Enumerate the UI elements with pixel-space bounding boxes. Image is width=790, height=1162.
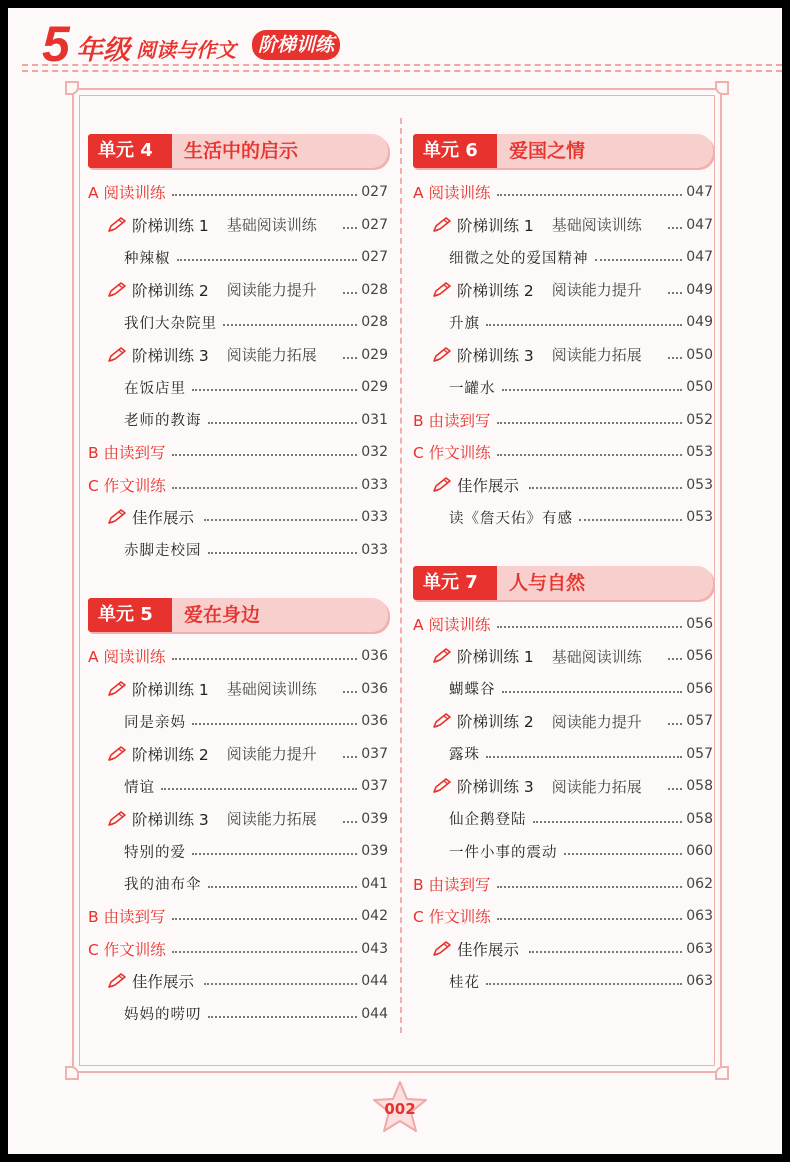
toc-entry[interactable] [413, 306, 713, 339]
toc-entry-page: 037 [361, 745, 388, 762]
toc-entry[interactable] [413, 770, 713, 803]
pencil-icon [106, 508, 128, 526]
toc-entry[interactable] [88, 900, 388, 933]
leader-dots [343, 357, 357, 359]
toc-entry-page: 027 [361, 184, 388, 201]
toc-entry[interactable] [413, 738, 713, 771]
toc-entry[interactable] [88, 998, 388, 1031]
toc-entry-page: 049 [686, 314, 713, 331]
leader-dots [668, 788, 682, 790]
toc-entry-label: 露珠 [449, 747, 480, 764]
toc-entry-page: 044 [361, 973, 388, 990]
leader-dots [172, 194, 358, 196]
toc-entry-label: 在饭店里 [124, 380, 186, 397]
toc-entry-page: 057 [686, 713, 713, 730]
pencil-icon [431, 281, 453, 299]
page-number: 002 [384, 1100, 416, 1118]
pencil-icon [431, 476, 453, 494]
toc-entry[interactable] [88, 835, 388, 868]
toc-entry-label: 阶梯训练 2 [457, 281, 534, 300]
toc-entry[interactable] [413, 673, 713, 706]
toc-entry-page: 036 [361, 680, 388, 697]
toc-entry[interactable] [88, 404, 388, 437]
toc-entry-page: 047 [686, 184, 713, 201]
toc-column-right [413, 134, 713, 998]
toc-entry-subtitle: 基础阅读训练 [551, 647, 642, 666]
toc-entry-label: 阶梯训练 3 [132, 346, 209, 365]
toc-entry-label: 同是亲妈 [124, 714, 186, 731]
toc-entry-page: 063 [686, 908, 713, 925]
toc-entry[interactable] [88, 738, 388, 771]
unit-title: 爱在身边 [184, 604, 261, 626]
pencil-icon [431, 712, 453, 730]
toc-entry[interactable] [88, 501, 388, 534]
leader-dots [497, 454, 683, 456]
toc-entry-page: 027 [361, 216, 388, 233]
leader-dots [204, 983, 357, 985]
toc-entry[interactable] [88, 534, 388, 567]
toc-entry-label: 读《詹天佑》有感 [449, 510, 573, 527]
pencil-icon [106, 346, 128, 364]
pencil-icon [431, 777, 453, 795]
toc-entry[interactable] [88, 469, 388, 502]
toc-entry-label: 细微之处的爱国精神 [449, 250, 589, 267]
toc-entry-label: A 阅读训练 [413, 615, 491, 634]
toc-entry-label: C 作文训练 [413, 908, 491, 927]
leader-dots [192, 853, 357, 855]
toc-column-left [88, 134, 388, 1030]
toc-entry-page: 039 [361, 810, 388, 827]
leader-dots [529, 487, 682, 489]
toc-entry-label: 阶梯训练 3 [457, 346, 534, 365]
leader-dots [223, 324, 357, 326]
toc-entry-page: 041 [361, 875, 388, 892]
toc-entry-page: 039 [361, 843, 388, 860]
pencil-icon [106, 281, 128, 299]
toc-entry-page: 028 [361, 314, 388, 331]
toc-entry-page: 028 [361, 281, 388, 298]
leader-dots [343, 756, 357, 758]
unit-title: 人与自然 [509, 571, 586, 594]
toc-entry-label: 阶梯训练 3 [457, 778, 534, 797]
leader-dots [497, 918, 683, 920]
toc-entry-subtitle: 阅读能力提升 [226, 281, 317, 300]
toc-entry[interactable] [413, 640, 713, 673]
toc-entry[interactable] [413, 436, 713, 469]
toc-entry-label: 阶梯训练 1 [457, 216, 534, 235]
toc-entry-page: 050 [686, 346, 713, 363]
toc-entry[interactable] [413, 608, 713, 641]
toc-entry[interactable] [88, 339, 388, 372]
toc-entry-page: 032 [361, 444, 388, 461]
leader-dots [497, 886, 683, 888]
toc-entry-label: C 作文训练 [88, 940, 166, 959]
toc-entry-label: 我的油布伞 [124, 877, 202, 894]
toc-entry[interactable] [413, 339, 713, 372]
toc-entry-label: 我们大杂院里 [124, 315, 217, 332]
toc-entry-subtitle: 阅读能力提升 [551, 281, 642, 300]
toc-entry[interactable] [413, 501, 713, 534]
toc-entry-subtitle: 阅读能力提升 [551, 712, 642, 731]
toc-entry-page: 056 [686, 648, 713, 665]
toc-entry-subtitle: 基础阅读训练 [226, 680, 317, 699]
toc-entry-label: B 由读到写 [413, 411, 491, 430]
leader-dots [486, 983, 682, 985]
toc-entry-page: 044 [361, 1005, 388, 1022]
toc-entry-page: 036 [361, 648, 388, 665]
leader-dots [502, 691, 683, 693]
toc-entry-page: 056 [686, 615, 713, 632]
toc-entry-page: 052 [686, 411, 713, 428]
leader-dots [161, 788, 357, 790]
toc-entry-page: 047 [686, 216, 713, 233]
toc-entry-label: A 阅读训练 [413, 184, 491, 203]
toc-entry[interactable] [88, 241, 388, 274]
unit-header [88, 598, 388, 632]
pencil-icon [106, 810, 128, 828]
leader-dots [208, 422, 358, 424]
toc-entry[interactable] [88, 673, 388, 706]
leader-dots [208, 1016, 358, 1018]
toc-entry-page: 053 [686, 444, 713, 461]
leader-dots [343, 691, 357, 693]
toc-entry-page: 029 [361, 379, 388, 396]
toc-entry-label: C 作文训练 [88, 476, 166, 495]
leader-dots [343, 227, 357, 229]
series-badge: 阶梯训练 [252, 30, 340, 60]
leader-dots [668, 357, 682, 359]
leader-dots [533, 821, 683, 823]
leader-dots [172, 454, 358, 456]
column-divider [400, 118, 402, 1033]
leader-dots [172, 658, 358, 660]
toc-entry-subtitle: 阅读能力拓展 [551, 777, 642, 796]
leader-dots [192, 723, 357, 725]
page-number-badge [370, 1080, 430, 1136]
leader-dots [668, 723, 682, 725]
toc-entry-page: 027 [361, 249, 388, 266]
unit-number: 单元 4 [88, 134, 172, 168]
toc-entry-page: 063 [686, 940, 713, 957]
leader-dots [172, 918, 358, 920]
leader-dots [204, 519, 357, 521]
leader-dots [668, 227, 682, 229]
unit-gap [413, 534, 713, 566]
toc-entry-page: 049 [686, 281, 713, 298]
toc-entry-page: 043 [361, 940, 388, 957]
leader-dots [177, 259, 358, 261]
pencil-icon [431, 647, 453, 665]
toc-entry-label: 阶梯训练 2 [132, 745, 209, 764]
toc-entry-page: 057 [686, 745, 713, 762]
toc-entry-label: 一件小事的震动 [449, 844, 558, 861]
toc-entry-label: 一罐水 [449, 380, 496, 397]
toc-entry-page: 031 [361, 411, 388, 428]
toc-entry-page: 053 [686, 476, 713, 493]
toc-entry-subtitle: 阅读能力拓展 [226, 346, 317, 365]
toc-entry-page: 053 [686, 509, 713, 526]
toc-entry-label: 升旗 [449, 315, 480, 332]
leader-dots [497, 422, 683, 424]
series-title: 阅读与作文 [136, 38, 236, 62]
leader-dots [208, 552, 358, 554]
frame-corner [65, 81, 79, 95]
unit-number: 单元 7 [413, 566, 497, 600]
toc-entry-label: B 由读到写 [88, 908, 166, 927]
toc-entry-label: C 作文训练 [413, 444, 491, 463]
toc-entry-page: 036 [361, 713, 388, 730]
leader-dots [172, 951, 358, 953]
toc-entry-page: 033 [361, 476, 388, 493]
toc-entry-label: 佳作展示 [457, 476, 520, 495]
leader-dots [343, 292, 357, 294]
unit-header [88, 134, 388, 168]
unit-number: 单元 5 [88, 598, 172, 632]
unit-header [413, 566, 713, 600]
unit-gap [88, 566, 388, 598]
toc-entry[interactable] [413, 274, 713, 307]
toc-entry-label: 特别的爱 [124, 844, 186, 861]
toc-entry[interactable] [88, 209, 388, 242]
toc-entry-label: 妈妈的唠叨 [124, 1007, 202, 1024]
toc-entry[interactable] [413, 803, 713, 836]
unit-header [413, 134, 713, 168]
pencil-icon [431, 940, 453, 958]
toc-entry-page: 037 [361, 778, 388, 795]
grade-number: 5 [42, 16, 70, 72]
leader-dots [579, 519, 682, 521]
toc-entry[interactable] [413, 209, 713, 242]
toc-entry-page: 042 [361, 908, 388, 925]
toc-entry-label: 阶梯训练 3 [132, 810, 209, 829]
pencil-icon [106, 972, 128, 990]
toc-entry-page: 058 [686, 810, 713, 827]
toc-entry-page: 050 [686, 379, 713, 396]
leader-dots [595, 259, 683, 261]
toc-entry[interactable] [413, 241, 713, 274]
toc-entry[interactable] [88, 803, 388, 836]
pencil-icon [431, 216, 453, 234]
toc-entry-label: 种辣椒 [124, 250, 171, 267]
leader-dots [486, 756, 682, 758]
leader-dots [497, 626, 683, 628]
toc-entry[interactable] [413, 469, 713, 502]
toc-entry-label: 情谊 [124, 779, 155, 796]
pencil-icon [106, 680, 128, 698]
toc-entry[interactable] [88, 965, 388, 998]
toc-entry[interactable] [88, 436, 388, 469]
leader-dots [668, 292, 682, 294]
toc-entry-label: 赤脚走校园 [124, 543, 202, 560]
toc-entry-page: 058 [686, 778, 713, 795]
unit-number: 单元 6 [413, 134, 497, 168]
pencil-icon [431, 346, 453, 364]
toc-entry-subtitle: 基础阅读训练 [226, 216, 317, 235]
toc-entry[interactable] [88, 868, 388, 901]
toc-entry[interactable] [88, 176, 388, 209]
toc-entry-subtitle: 阅读能力拓展 [226, 810, 317, 829]
page-header [8, 8, 782, 83]
leader-dots [668, 658, 682, 660]
toc-entry[interactable] [413, 868, 713, 901]
toc-entry-label: 阶梯训练 2 [132, 281, 209, 300]
leader-dots [192, 389, 357, 391]
toc-entry[interactable] [413, 404, 713, 437]
leader-dots [172, 487, 358, 489]
header-divider [22, 64, 782, 72]
toc-entry-page: 062 [686, 875, 713, 892]
frame-corner [65, 1066, 79, 1080]
toc-entry[interactable] [88, 371, 388, 404]
toc-entry-page: 063 [686, 973, 713, 990]
toc-entry-label: 佳作展示 [457, 940, 520, 959]
leader-dots [208, 886, 358, 888]
toc-entry-label: A 阅读训练 [88, 184, 166, 203]
toc-entry-subtitle: 阅读能力提升 [226, 745, 317, 764]
toc-entry[interactable] [413, 371, 713, 404]
toc-entry-label: 阶梯训练 1 [132, 680, 209, 699]
toc-entry-label: 阶梯训练 1 [132, 216, 209, 235]
toc-entry[interactable] [88, 274, 388, 307]
toc-entry[interactable] [413, 176, 713, 209]
toc-entry-page: 033 [361, 509, 388, 526]
leader-dots [502, 389, 683, 391]
leader-dots [529, 951, 682, 953]
toc-entry[interactable] [413, 835, 713, 868]
leader-dots [486, 324, 682, 326]
toc-entry[interactable] [88, 705, 388, 738]
toc-entry-label: 阶梯训练 1 [457, 648, 534, 667]
toc-entry-page: 033 [361, 541, 388, 558]
unit-title: 爱国之情 [509, 140, 586, 162]
toc-entry-label: 阶梯训练 2 [457, 713, 534, 732]
toc-entry[interactable] [88, 640, 388, 673]
toc-entry-label: 仙企鹅登陆 [449, 812, 527, 829]
toc-entry-page: 056 [686, 680, 713, 697]
toc-entry-label: B 由读到写 [413, 875, 491, 894]
toc-entry[interactable] [413, 965, 713, 998]
toc-entry[interactable] [413, 705, 713, 738]
pencil-icon [106, 216, 128, 234]
toc-entry-label: 佳作展示 [132, 973, 195, 992]
frame-corner [715, 1066, 729, 1080]
frame-corner [715, 81, 729, 95]
toc-entry-subtitle: 基础阅读训练 [551, 216, 642, 235]
toc-entry-subtitle: 阅读能力拓展 [551, 346, 642, 365]
toc-entry-label: 蝴蝶谷 [449, 682, 496, 699]
grade-label: 年级 [76, 35, 130, 66]
toc-entry-label: 桂花 [449, 974, 480, 991]
leader-dots [564, 853, 683, 855]
toc-entry-label: 老师的教诲 [124, 413, 202, 430]
toc-entry[interactable] [88, 770, 388, 803]
toc-entry-page: 060 [686, 843, 713, 860]
pencil-icon [106, 745, 128, 763]
toc-entry[interactable] [88, 933, 388, 966]
toc-entry-label: B 由读到写 [88, 444, 166, 463]
unit-title: 生活中的启示 [184, 140, 299, 162]
leader-dots [497, 194, 683, 196]
toc-entry-page: 047 [686, 249, 713, 266]
toc-entry-page: 029 [361, 346, 388, 363]
toc-page [8, 8, 782, 1154]
toc-entry[interactable] [413, 900, 713, 933]
toc-entry[interactable] [88, 306, 388, 339]
toc-entry-label: A 阅读训练 [88, 648, 166, 667]
toc-entry-label: 佳作展示 [132, 509, 195, 528]
leader-dots [343, 821, 357, 823]
toc-entry[interactable] [413, 933, 713, 966]
